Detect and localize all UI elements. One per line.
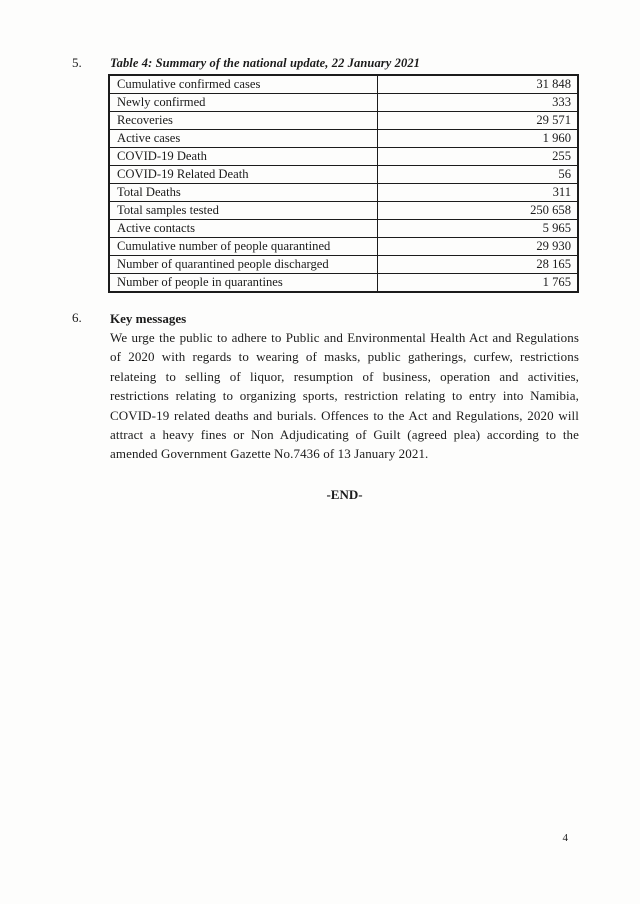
table-row-value: 28 165 — [377, 256, 578, 274]
table-row-value: 29 571 — [377, 112, 578, 130]
table-row-label: Active cases — [109, 130, 377, 148]
page-number: 4 — [562, 832, 568, 844]
table-row-value: 29 930 — [377, 238, 578, 256]
national-update-table — [108, 74, 579, 293]
table-row-value: 255 — [377, 148, 578, 166]
table-row-value: 56 — [377, 166, 578, 184]
table-row-label: COVID-19 Related Death — [109, 166, 377, 184]
table-row-label: Number of people in quarantines — [109, 274, 377, 293]
table-row-label: Recoveries — [109, 112, 377, 130]
table-row-label: COVID-19 Death — [109, 148, 377, 166]
section-number-5: 5. — [72, 55, 82, 70]
table-row-value: 1 765 — [377, 274, 578, 293]
table-row-value: 311 — [377, 184, 578, 202]
table-row — [109, 166, 578, 184]
table-row-value: 5 965 — [377, 220, 578, 238]
table-row — [109, 148, 578, 166]
table-row-value: 31 848 — [377, 75, 578, 94]
table-row-value: 250 658 — [377, 202, 578, 220]
table-row-value: 333 — [377, 94, 578, 112]
table-row — [109, 220, 578, 238]
table-row — [109, 112, 578, 130]
table-row-label: Active contacts — [109, 220, 377, 238]
table-row — [109, 274, 578, 293]
table-row-label: Total samples tested — [109, 202, 377, 220]
table-row — [109, 75, 578, 94]
section-key-messages — [72, 310, 579, 503]
section-6-content — [110, 310, 579, 503]
key-messages-heading: Key messages — [110, 311, 187, 326]
end-marker: -END- — [326, 486, 363, 502]
table-row-label: Newly confirmed — [109, 94, 377, 112]
national-update-table-body — [109, 75, 578, 292]
table-row-label: Total Deaths — [109, 184, 377, 202]
section-5-content — [110, 55, 579, 293]
table-row-label: Cumulative number of people quarantined — [109, 238, 377, 256]
page-content — [72, 55, 579, 503]
table-row — [109, 202, 578, 220]
table-row-label: Number of quarantined people discharged — [109, 256, 377, 274]
section-table-summary — [72, 55, 579, 293]
table-caption: Table 4: Summary of the national update, 22 January 2021 — [110, 56, 421, 70]
section-number-6: 6. — [72, 310, 82, 325]
table-row-value: 1 960 — [377, 130, 578, 148]
key-messages-paragraph: We urge the public to adhere to Public and Environmental Health Act and Regulations of 2020 with regards to wearing of masks, public gatherings, curfew, restrictions relateing to selling of liquor, resumption of business, operation and activities, restrictions relating to organizing sports, restriction relating to entry into Namibia, COVID-19 related deaths and burials. Offences to the Act and Regulations, 2020 will attract a heavy fines or Non Adjudicating of Guilt (agreed plea) according to the amended Government Gazette No.7436 of 13 January 2021. — [110, 330, 579, 462]
table-row — [109, 94, 578, 112]
table-row-label: Cumulative confirmed cases — [109, 75, 377, 94]
table-row — [109, 130, 578, 148]
table-row — [109, 184, 578, 202]
table-row — [109, 238, 578, 256]
table-row — [109, 256, 578, 274]
